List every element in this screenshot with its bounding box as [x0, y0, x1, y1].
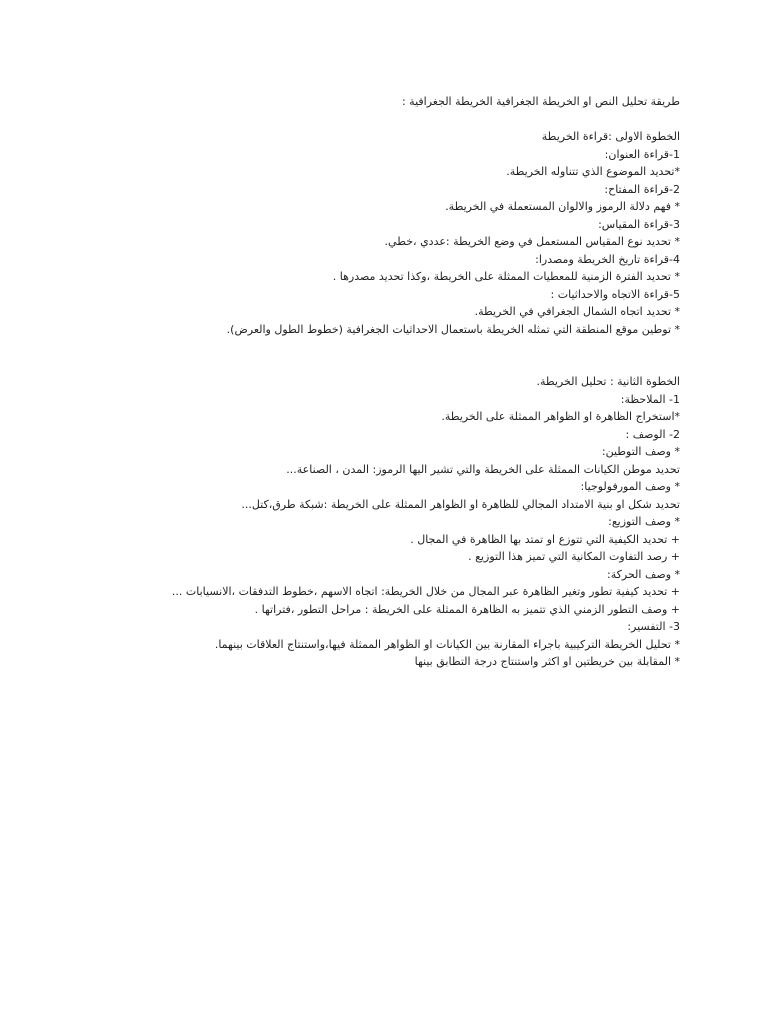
step1-line: 5-قراءة الاتجاه والاحداثيات :	[550, 287, 680, 301]
step2-line: * وصف الحركة:	[607, 567, 680, 581]
step1-line: * توطين موقع المنطقة التي تمثله الخريطة باستعمال الاحداثيات الجغرافية (خطوط الطول والعرض).	[226, 322, 680, 336]
step2-line: + تحديد الكيفية التي تتوزع او تمتد بها الظاهرة في المجال .	[410, 532, 680, 546]
step1-line: * تحديد نوع المقياس المستعمل في وضع الخريطة :عددي ،خطي.	[384, 235, 680, 248]
step2-line: * وصف المورفولوجيا:	[580, 480, 680, 493]
step2-line: * تحليل الخريطة التركيبية باجراء المقارنة بين الكيانات او الظواهر الممثلة فيها،واستنتاج العلاقات بينهما.	[214, 637, 680, 651]
step1-line: * فهم دلالة الرموز والالوان المستعملة في الخريطة.	[445, 200, 680, 213]
step1-line: 2-قراءة المفتاح:	[604, 182, 680, 196]
document-body	[80, 93, 680, 671]
spacer	[80, 338, 680, 373]
step2-line: + تحديد كيفية تطور وتغير الظاهرة عبر المجال من خلال الخريطة: اتجاه الاسهم ،خطوط التدفقات ،الانسيابات ...	[171, 585, 680, 598]
step2-line: تحديد موطن الكيانات الممثلة على الخريطة والتي تشير اليها الرموز: المدن ، الصناعة...	[286, 462, 680, 476]
step2-line: * المقابلة بين خريطتين او اكثر واستنتاج درجة التطابق بينها	[414, 655, 680, 668]
step2-line: + رصد التفاوت المكانية التي تميز هذا التوزيع .	[468, 550, 680, 563]
step1-line: * تحديد الفترة الزمنية للمعطيات الممثلة على الخريطة ،وكذا تحديد مصدرها .	[332, 270, 680, 283]
document-title: طريقة تحليل النص او الخريطة الجغرافية الخريطة الجغرافية :	[401, 95, 680, 108]
step2-heading: الخطوة الثانية : تحليل الخريطة.	[536, 375, 680, 388]
step2-line: * وصف التوزيع:	[608, 515, 680, 528]
step1-line: 3-قراءة المقياس:	[598, 217, 680, 231]
step2-line: + وصف التطور الزمني الذي تتميز به الظاهرة الممثلة على الخريطة : مراحل التطور ،فتراتها .	[254, 602, 680, 616]
step2-line: 3- التفسير:	[627, 620, 680, 633]
step1-line: 1-قراءة العنوان:	[604, 147, 680, 161]
spacer	[80, 111, 680, 129]
step1-line: * تحديد اتجاه الشمال الجغرافي في الخريطة.	[474, 305, 680, 318]
step1-line: 4-قراءة تاريخ الخريطة ومصدرا:	[535, 252, 680, 266]
step1-line: *تحديد الموضوع الذي تتناوله الخريطة.	[506, 165, 680, 178]
step2-line: 1- الملاحظة:	[620, 392, 680, 406]
step2-line: *استخراج الظاهرة او الظواهر الممثلة على الخريطة.	[441, 410, 680, 423]
step1-heading: الخطوة الاولى :قراءة الخريطة	[541, 130, 680, 143]
step2-line: 2- الوصف :	[625, 427, 680, 441]
step2-line: تحديد شكل او بنية الامتداد المجالي للظاهرة او الظواهر الممثلة على الخريطة :شبكة طرق،كتل...	[241, 497, 680, 511]
step2-line: * وصف التوطين:	[601, 445, 680, 458]
